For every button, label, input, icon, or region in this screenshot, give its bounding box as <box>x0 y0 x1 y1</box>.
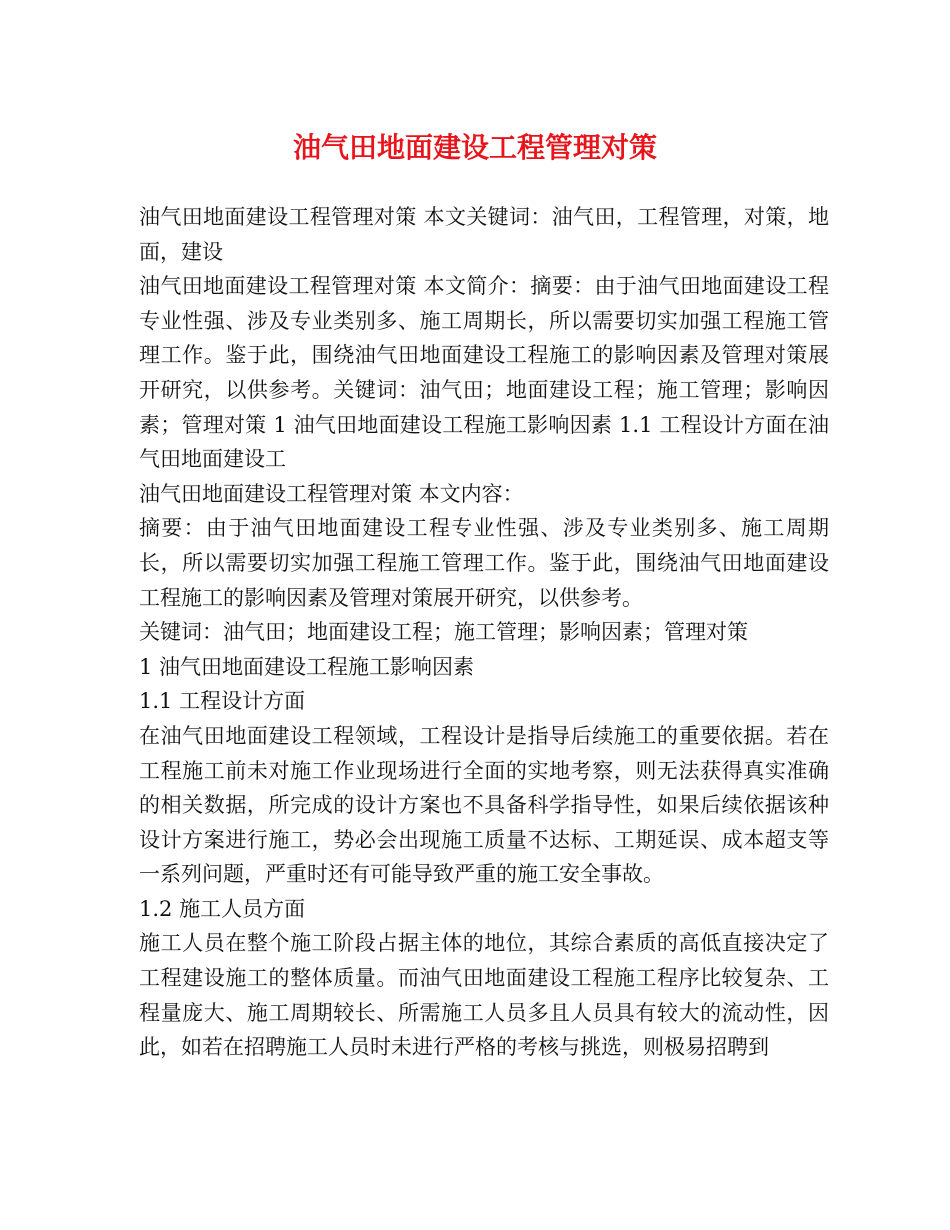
personnel-paragraph: 施工人员在整个施工阶段占据主体的地位，其综合素质的高低直接决定了工程建设施工的整体质量。而油气田地面建设工程施工程序比较复杂、工程量庞大、施工周期较长、所需施工人员多且人员具有较大的流动性，因此，如若在招聘施工人员时未进行严格的考核与挑选，则极易招聘到 <box>139 931 829 1060</box>
content-heading: 油气田地面建设工程管理对策 本文内容： <box>139 481 524 506</box>
design-paragraph: 在油气田地面建设工程领域，工程设计是指导后续施工的重要依据。若在工程施工前未对施工作业现场进行全面的实地考察，则无法获得真实准确的相关数据，所完成的设计方案也不具备科学指导性，如果后续依据该种设计方案进行施工，势必会出现施工质量不达标、工期延误、成本超支等一系列问题，严重时还有可能导致严重的施工安全事故。 <box>139 723 829 887</box>
keywords-paragraph: 油气田地面建设工程管理对策 本文关键词：油气田，工程管理，对策，地面，建设 <box>139 205 829 264</box>
document-body <box>139 200 829 1065</box>
summary-paragraph: 油气田地面建设工程管理对策 本文简介：摘要：由于油气田地面建设工程专业性强、涉及专业类别多、施工周期长，所以需要切实加强工程施工管理工作。鉴于此，围绕油气田地面建设工程施工的影响因素及管理对策展开研究，以供参考。关键词：油气田；地面建设工程；施工管理；影响因素；管理对策 1 油气田地面建设工程施工影响因素 1.1 工程设计方面在油气田地面建设工 <box>139 274 829 472</box>
abstract-paragraph: 摘要：由于油气田地面建设工程专业性强、涉及专业类别多、施工周期长，所以需要切实加强工程施工管理工作。鉴于此，围绕油气田地面建设工程施工的影响因素及管理对策展开研究，以供参考。 <box>139 516 829 610</box>
keywords-line: 关键词：油气田；地面建设工程；施工管理；影响因素；管理对策 <box>139 620 748 645</box>
section-heading-1-2: 1.2 施工人员方面 <box>139 896 306 921</box>
section-heading-1: 1 油气田地面建设工程施工影响因素 <box>139 654 475 679</box>
document-title: 油气田地面建设工程管理对策 <box>292 131 657 164</box>
section-heading-1-1: 1.1 工程设计方面 <box>139 689 306 714</box>
